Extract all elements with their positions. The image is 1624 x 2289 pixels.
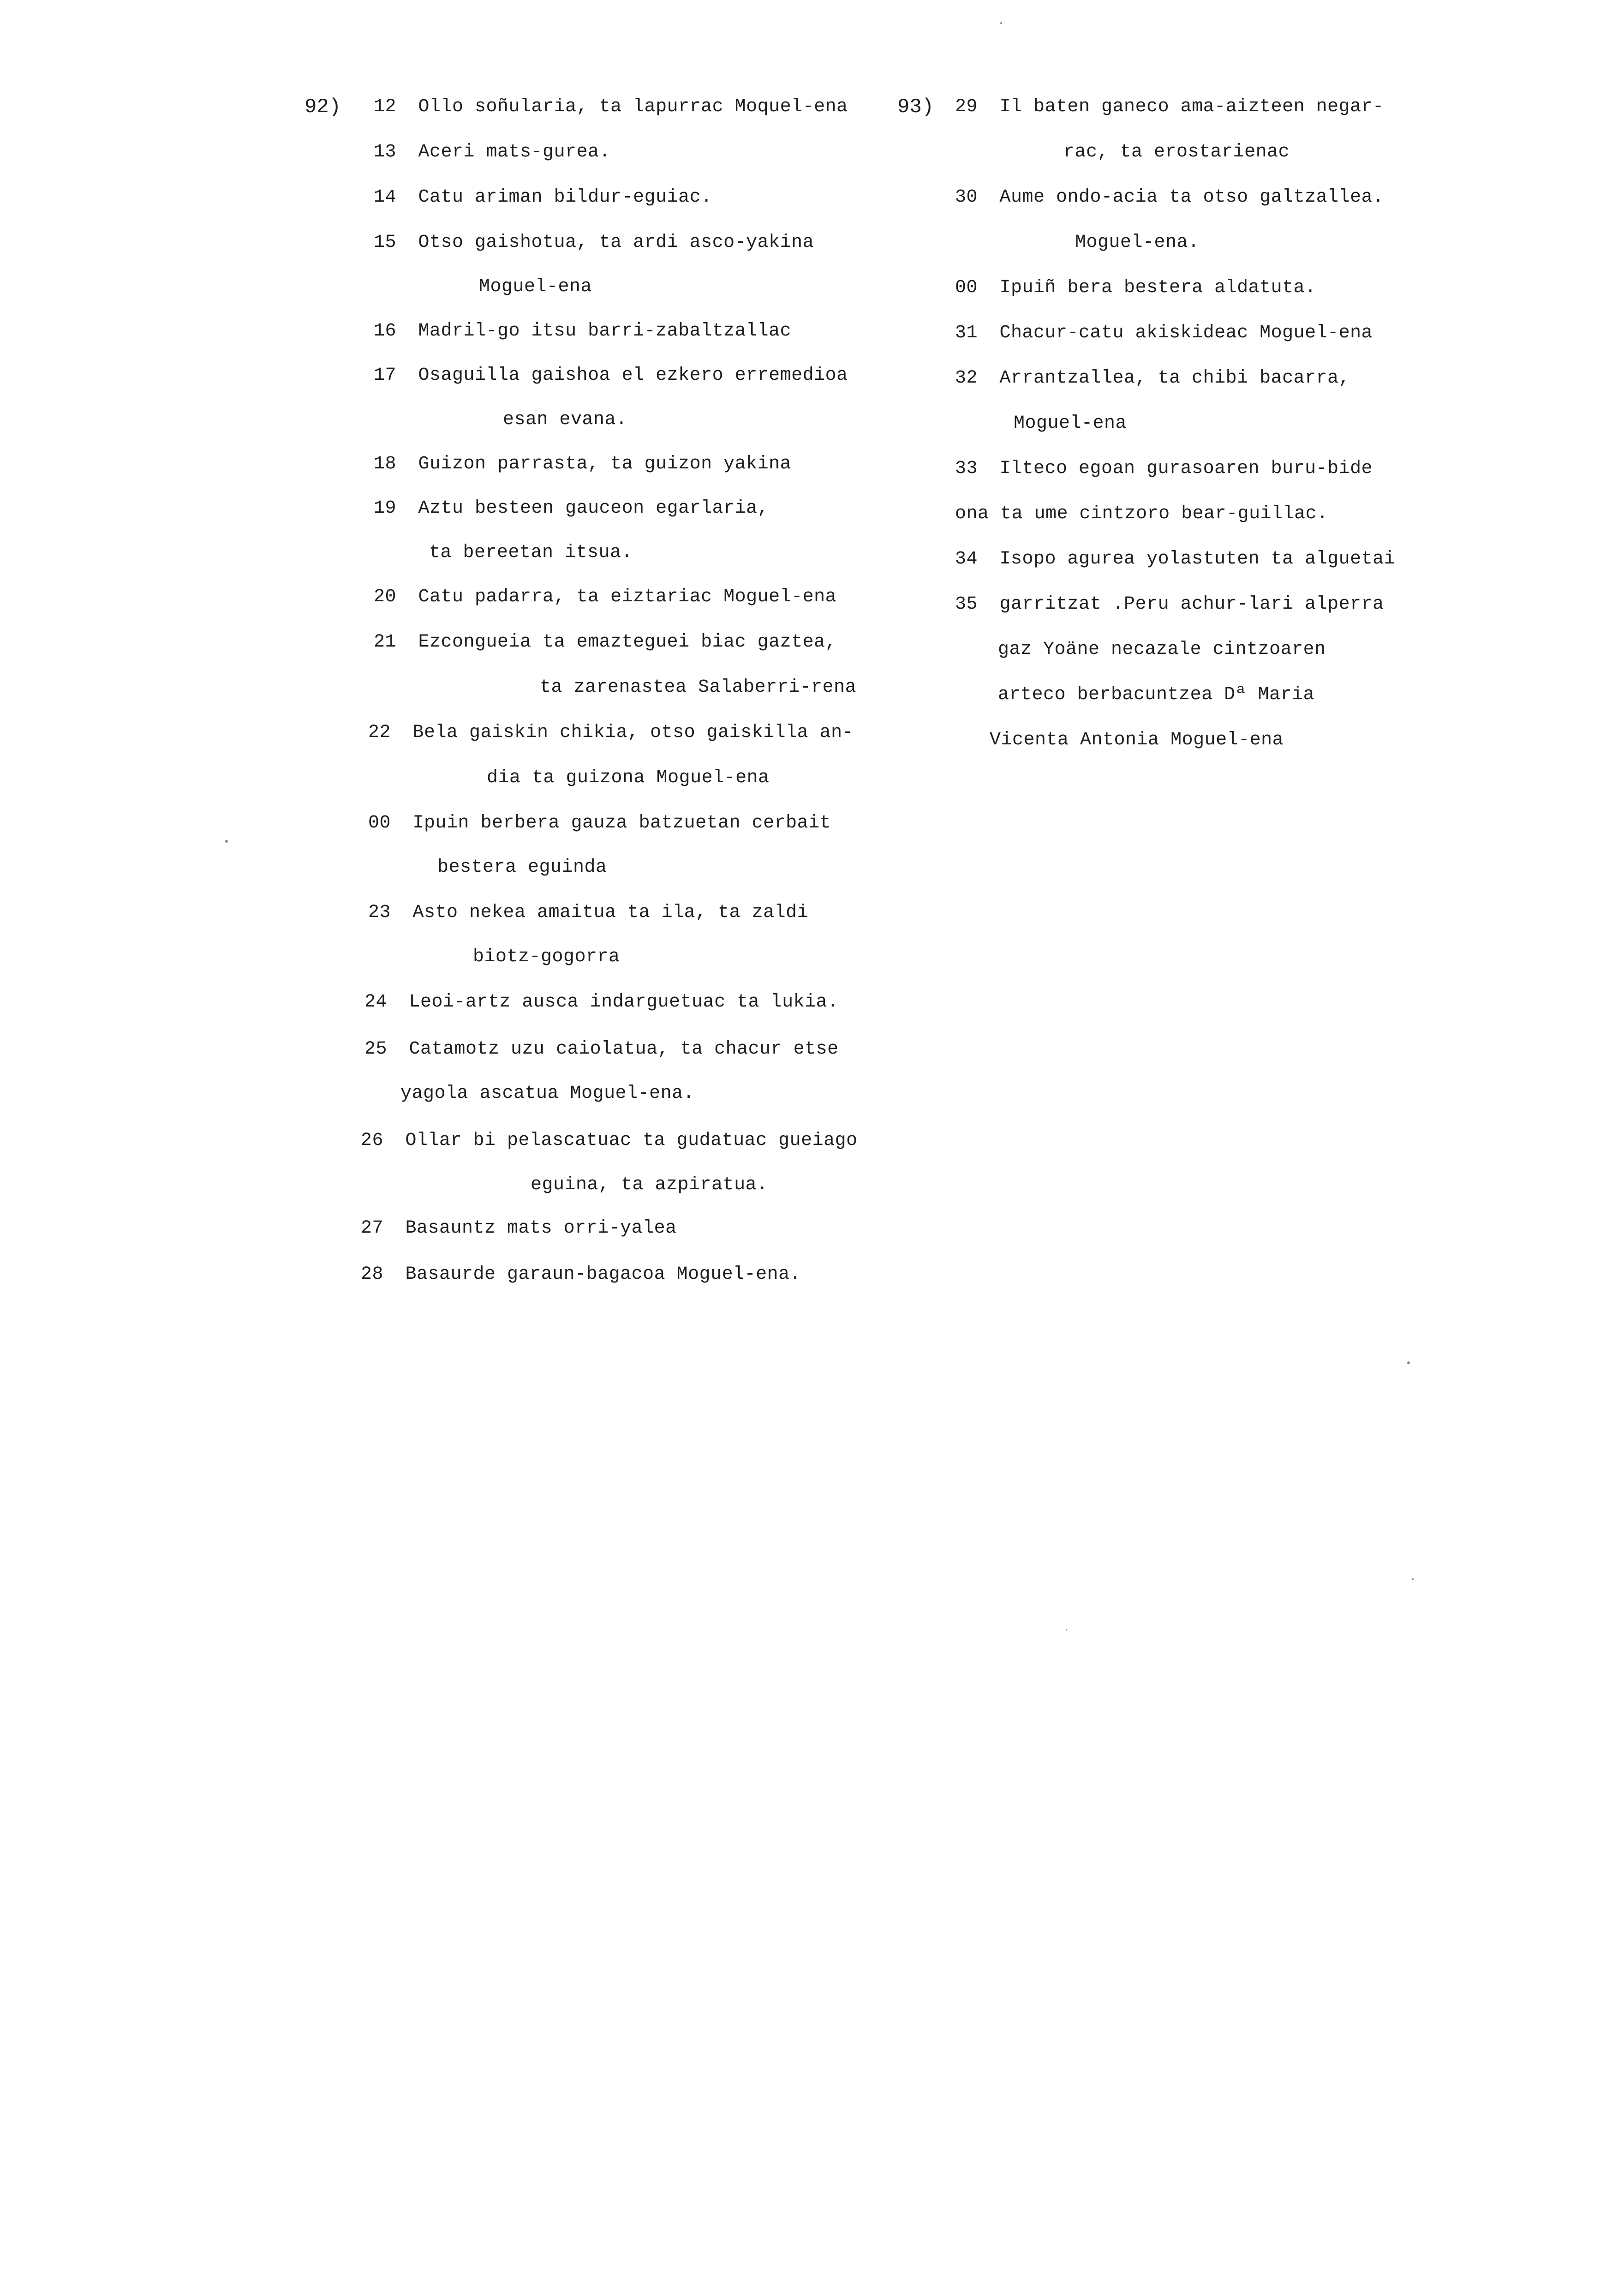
entry-line (955, 593, 1384, 616)
entry-continuation (1063, 141, 1290, 163)
entry-continuation (503, 409, 627, 431)
entry-continuation (540, 677, 856, 699)
entry-number: 34 (955, 549, 978, 569)
entry-continuation (998, 684, 1314, 706)
entry-line (955, 186, 1384, 209)
entry-text: ona ta ume cintzoro bear-guillac. (955, 503, 1328, 524)
entry-text: biotz-gogorra (473, 947, 620, 967)
entry-continuation (1075, 232, 1200, 254)
entry-line (368, 902, 808, 924)
entry-text: Arrantzallea, ta chibi bacarra, (999, 368, 1350, 389)
entry-text: Aume ondo-acia ta otso galtzallea. (999, 187, 1384, 208)
entry-continuation (1014, 413, 1127, 435)
entry-number: 33 (955, 458, 978, 479)
entry-number: 18 (374, 454, 397, 474)
entry-line (374, 453, 791, 475)
entry-line (361, 1130, 858, 1152)
entry-line (374, 320, 791, 342)
entry-text: Ipuin berbera gauza batzuetan cerbait (412, 813, 831, 833)
entry-text: Osaguilla gaishoa el ezkero erremedioa (418, 365, 848, 386)
scan-speck (1066, 1629, 1067, 1630)
entry-line (374, 232, 814, 254)
entry-text: Ilteco egoan gurasoaren buru-bide (999, 458, 1373, 479)
entry-number: 14 (374, 187, 397, 208)
entry-continuation (955, 503, 1328, 525)
entry-line (361, 1264, 801, 1286)
entry-text: eguina, ta azpiratua. (531, 1174, 768, 1195)
entry-text: Leoi-artz ausca indarguetuac ta lukia. (409, 992, 839, 1013)
entry-number: 16 (374, 321, 397, 342)
entry-text: Madril-go itsu barri-zabaltzallac (418, 321, 792, 342)
scan-speck (1412, 1578, 1414, 1580)
entry-text: Catamotz uzu caiolatua, ta chacur etse (409, 1039, 839, 1060)
entry-line (374, 186, 712, 209)
entry-number: 13 (374, 142, 397, 162)
entry-number: 17 (374, 365, 397, 386)
entry-number: 00 (955, 277, 978, 298)
scan-speck (1000, 22, 1002, 24)
entry-line (374, 141, 610, 163)
entry-text: rac, ta erostarienac (1063, 142, 1290, 162)
entry-line (368, 722, 854, 744)
entry-number: 35 (955, 594, 978, 615)
entry-number: 22 (368, 722, 391, 743)
entry-text: Ollar bi pelascatuac ta gudatuac gueiago (405, 1130, 858, 1151)
entry-continuation (531, 1174, 768, 1196)
entry-text: ta bereetan itsua. (429, 542, 633, 563)
entry-text: Ollo soñularia, ta lapurrac Moquel-ena (418, 96, 848, 117)
entry-text: Isopo agurea yolastuten ta alguetai (999, 549, 1396, 569)
entry-text: Catu ariman bildur-eguiac. (418, 187, 712, 208)
entry-number: 26 (361, 1130, 384, 1151)
entry-continuation (400, 1083, 694, 1105)
entry-text: Ipuiñ bera bestera aldatuta. (999, 277, 1316, 298)
entry-text: Aceri mats-gurea. (418, 142, 611, 162)
entry-text: Ezcongueia ta emazteguei biac gaztea, (418, 632, 837, 653)
entry-number: 15 (374, 232, 397, 253)
entry-number: 23 (368, 902, 391, 923)
entry-line (955, 322, 1373, 344)
entry-continuation (998, 639, 1326, 661)
entry-text: Chacur-catu akiskideac Moguel-ena (999, 323, 1373, 343)
entry-number: 28 (361, 1264, 384, 1285)
entry-number: 31 (955, 323, 978, 343)
entry-text: dia ta guizona Moguel-ena (487, 767, 770, 788)
entry-line (374, 497, 769, 520)
entry-line (374, 96, 848, 118)
entry-number: 12 (374, 96, 397, 117)
entry-number: 30 (955, 187, 978, 208)
entry-text: Bela gaiskin chikia, otso gaiskilla an- (412, 722, 854, 743)
entry-line (364, 991, 839, 1013)
entry-line (364, 1038, 839, 1061)
entry-number: 32 (955, 368, 978, 389)
entry-text: ta zarenastea Salaberri-rena (540, 677, 857, 698)
entry-continuation (479, 276, 592, 298)
entry-line (955, 548, 1395, 570)
entry-text: Asto nekea amaitua ta ila, ta zaldi (412, 902, 809, 923)
entry-continuation (473, 946, 620, 968)
entry-continuation (429, 542, 633, 564)
entry-number: 19 (374, 498, 397, 519)
entry-continuation (990, 729, 1284, 751)
entry-text: garritzat .Peru achur-lari alperra (999, 594, 1384, 615)
entry-text: Otso gaishotua, ta ardi asco-yakina (418, 232, 814, 253)
entry-text: esan evana. (503, 409, 627, 430)
entry-line (374, 365, 848, 387)
entry-number: 29 (955, 96, 978, 117)
entry-line (955, 367, 1350, 389)
entry-text: Moguel-ena (479, 276, 592, 297)
entry-continuation (487, 767, 770, 789)
scan-speck (1407, 1361, 1410, 1364)
entry-line (955, 277, 1316, 299)
entry-line (955, 458, 1373, 480)
entry-text: Basauntz mats orri-yalea (405, 1218, 677, 1239)
entry-text: arteco berbacuntzea Dª Maria (998, 684, 1315, 705)
entry-text: yagola ascatua Moguel-ena. (400, 1083, 695, 1104)
entry-line (361, 1217, 677, 1240)
entry-line (368, 812, 831, 834)
entry-number: 00 (368, 813, 391, 833)
entry-text: Vicenta Antonia Moguel-ena (990, 730, 1284, 750)
entry-number: 24 (364, 992, 388, 1013)
scan-speck (225, 840, 228, 843)
entry-number: 27 (361, 1218, 384, 1239)
page-marker-93: 93) (897, 96, 934, 119)
entry-number: 25 (364, 1039, 388, 1060)
entry-number: 20 (374, 587, 397, 607)
entry-continuation (437, 857, 607, 879)
entry-text: Catu padarra, ta eiztariac Moguel-ena (418, 587, 837, 607)
entry-line (374, 586, 836, 608)
entry-line (955, 96, 1384, 118)
entry-text: Guizon parrasta, ta guizon yakina (418, 454, 792, 474)
entry-text: bestera eguinda (437, 857, 607, 878)
entry-text: Il baten ganeco ama-aizteen negar- (999, 96, 1384, 117)
entry-line (374, 631, 836, 653)
entry-text: gaz Yoäne necazale cintzoaren (998, 639, 1326, 660)
entry-text: Basaurde garaun-bagacoa Moguel-ena. (405, 1264, 801, 1285)
entry-number: 21 (374, 632, 397, 653)
entry-text: Aztu besteen gauceon egarlaria, (418, 498, 769, 519)
entry-text: Moguel-ena (1014, 413, 1127, 434)
entry-text: Moguel-ena. (1075, 232, 1200, 253)
page-marker-92: 92) (304, 96, 341, 119)
